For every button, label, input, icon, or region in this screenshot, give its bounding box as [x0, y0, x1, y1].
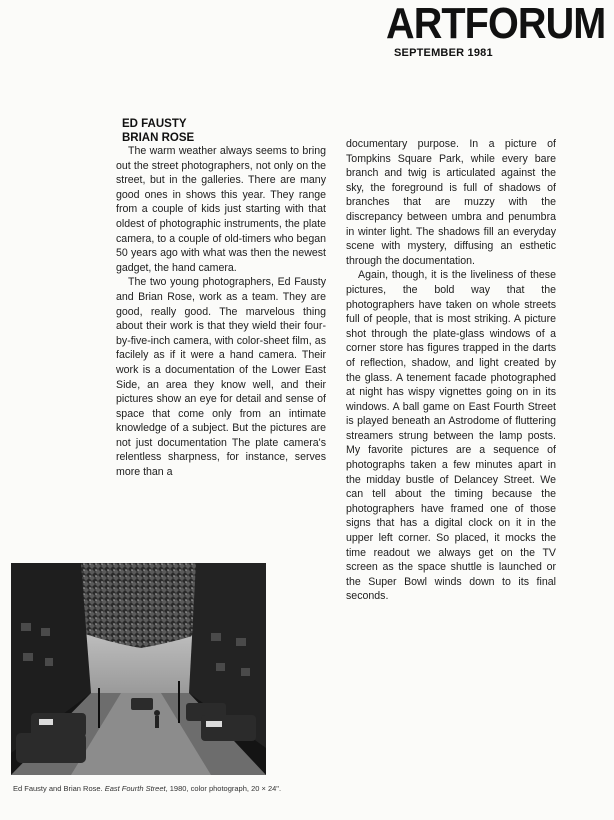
article-column-2: [346, 137, 556, 604]
paragraph: documentary purpose. In a picture of Tompkins Square Park, while every bare branch and twig is articulated against the sky, the foreground is full of shadows of branches that are muzzy with the discrepancy between umbra and penumbra in winter light. The shadows fill an everyday scene with mystery, diffusing an esthetic through the documentation.: [346, 138, 556, 267]
caption-title: East Fourth Street: [104, 784, 166, 793]
article-column-1: [116, 144, 326, 480]
masthead: [386, 2, 606, 59]
paragraph: The two young photographers, Ed Fausty and Brian Rose, work as a team. They are good, really good. The marvelous thing about their work is that they wield their four-by-five-inch camera, with color-sheet film, as facilely as if it were a hand camera. Their work is a documentation of the Lower East Side, an area they know well, and their pictures show an eye for detail and sense of space that come only from an intimate knowledge of a subject. But the pictures are not just documentation The plate camera's relentless sharpness, for instance, serves more than a: [116, 276, 326, 479]
street-photograph: [11, 563, 266, 775]
headline-line-2: BRIAN ROSE: [122, 132, 195, 144]
article-headline: [122, 117, 194, 145]
magazine-logo: ARTFORUM: [386, 0, 606, 48]
caption-details: , 1980, color photograph, 20 × 24".: [165, 784, 282, 793]
issue-date: SEPTEMBER 1981: [394, 47, 493, 59]
headline-line-1: ED FAUSTY: [122, 118, 187, 130]
paragraph: The warm weather always seems to bring out the street photographers, not only on the street, but in the galleries. There are many good ones in shows this year. They range from a couple of kids just starting with that oldest of photographic instruments, the plate camera, to a couple of old-timers who began 50 years ago with what was then the newest gadget, the hand camera.: [116, 145, 326, 274]
caption-credit: Ed Fausty and Brian Rose.: [13, 784, 105, 793]
photo-caption: [13, 784, 303, 793]
street-scene-image: [11, 563, 266, 775]
paragraph: Again, though, it is the liveliness of these pictures, the bold way that the photographers have taken on whole streets full of people, that is most striking. A picture shot through the plate-glass windows of a corner store has figures trapped in the darts of reflection, shadow, and light created by the glass. A tenement facade photographed at night has wispy vignettes going on in its windows. A ball game on East Fourth Street is played beneath an Astrodome of fluttering streamers strung between the lamp posts. My favorite pictures are a sequence of photographs taken a few minutes apart in the midday bustle of Delancey Street. We can tell about the timing because the photographers have framed one of those signs that has a digital clock on it in the upper left corner. So placed, it mocks the time readout we always get on the TV screen as the space shuttle is launched or the Super Bowl winds down to its final seconds.: [346, 269, 556, 603]
